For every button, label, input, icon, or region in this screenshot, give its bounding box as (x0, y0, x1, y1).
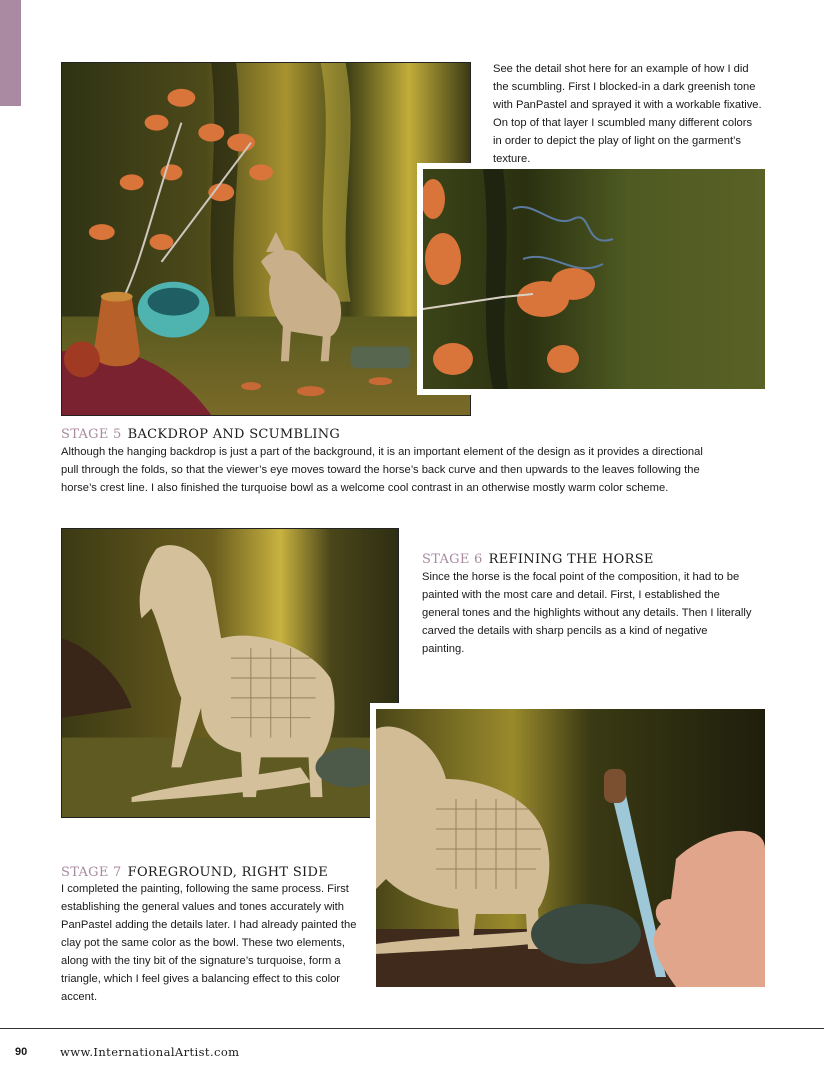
page-number: 90 (15, 1046, 28, 1058)
detail-scumbling-image (417, 163, 771, 395)
detail-caption: See the detail shot here for an example of how I did the scumbling. First I blocked-in a dark greenish tone with PanPastel and sprayed it with a workable fixative. On top of that layer I scumbled many different colors in order to depict the play of light on the garment’s texture. (493, 63, 762, 165)
stage6-body: Since the horse is the focal point of the composition, it had to be painted with the most care and detail. First, I established the general tones and the highlights without any details. Then I literally carved the details with sharp pencils as a kind of negative painting. (422, 571, 752, 655)
stage5-heading (61, 427, 340, 443)
footer-divider (0, 1028, 824, 1029)
stage5-label: STAGE 5 (61, 427, 122, 442)
stage5-title: BACKDROP AND SCUMBLING (127, 427, 341, 442)
website-link[interactable]: www.InternationalArtist.com (60, 1045, 240, 1059)
stage6-label: STAGE 6 (422, 552, 483, 567)
stage5-body: Although the hanging backdrop is just a part of the background, it is an important element of the design as it provides a directional pull through the folds, so that the viewer’s eye moves toward the horse’s back curve and then upwards to the leaves following the horse’s crest line. I also finished the turquoise bowl as a welcome cool contrast in an otherwise mostly warm color scheme. (61, 446, 703, 494)
stage7-heading (61, 865, 328, 881)
stage6-title: REFINING THE HORSE (488, 552, 654, 567)
stage7-body: I completed the painting, following the same process. First establishing the general values and tones accurately with PanPastel adding the details later. I had already painted the clay pot the same color as the bowl. These two elements, along with the tiny bit of the signature’s turquoise, form a triangle, which I feel gives a balancing effect to this color accent. (61, 883, 357, 1003)
stage6-heading (422, 552, 654, 568)
stage7-title: FOREGROUND, RIGHT SIDE (127, 865, 328, 880)
stage5-painting-image (61, 62, 471, 416)
stage7-label: STAGE 7 (61, 865, 122, 880)
stage7-painting-image (370, 703, 771, 993)
section-tab (0, 0, 21, 106)
stage6-painting-image (61, 528, 399, 818)
